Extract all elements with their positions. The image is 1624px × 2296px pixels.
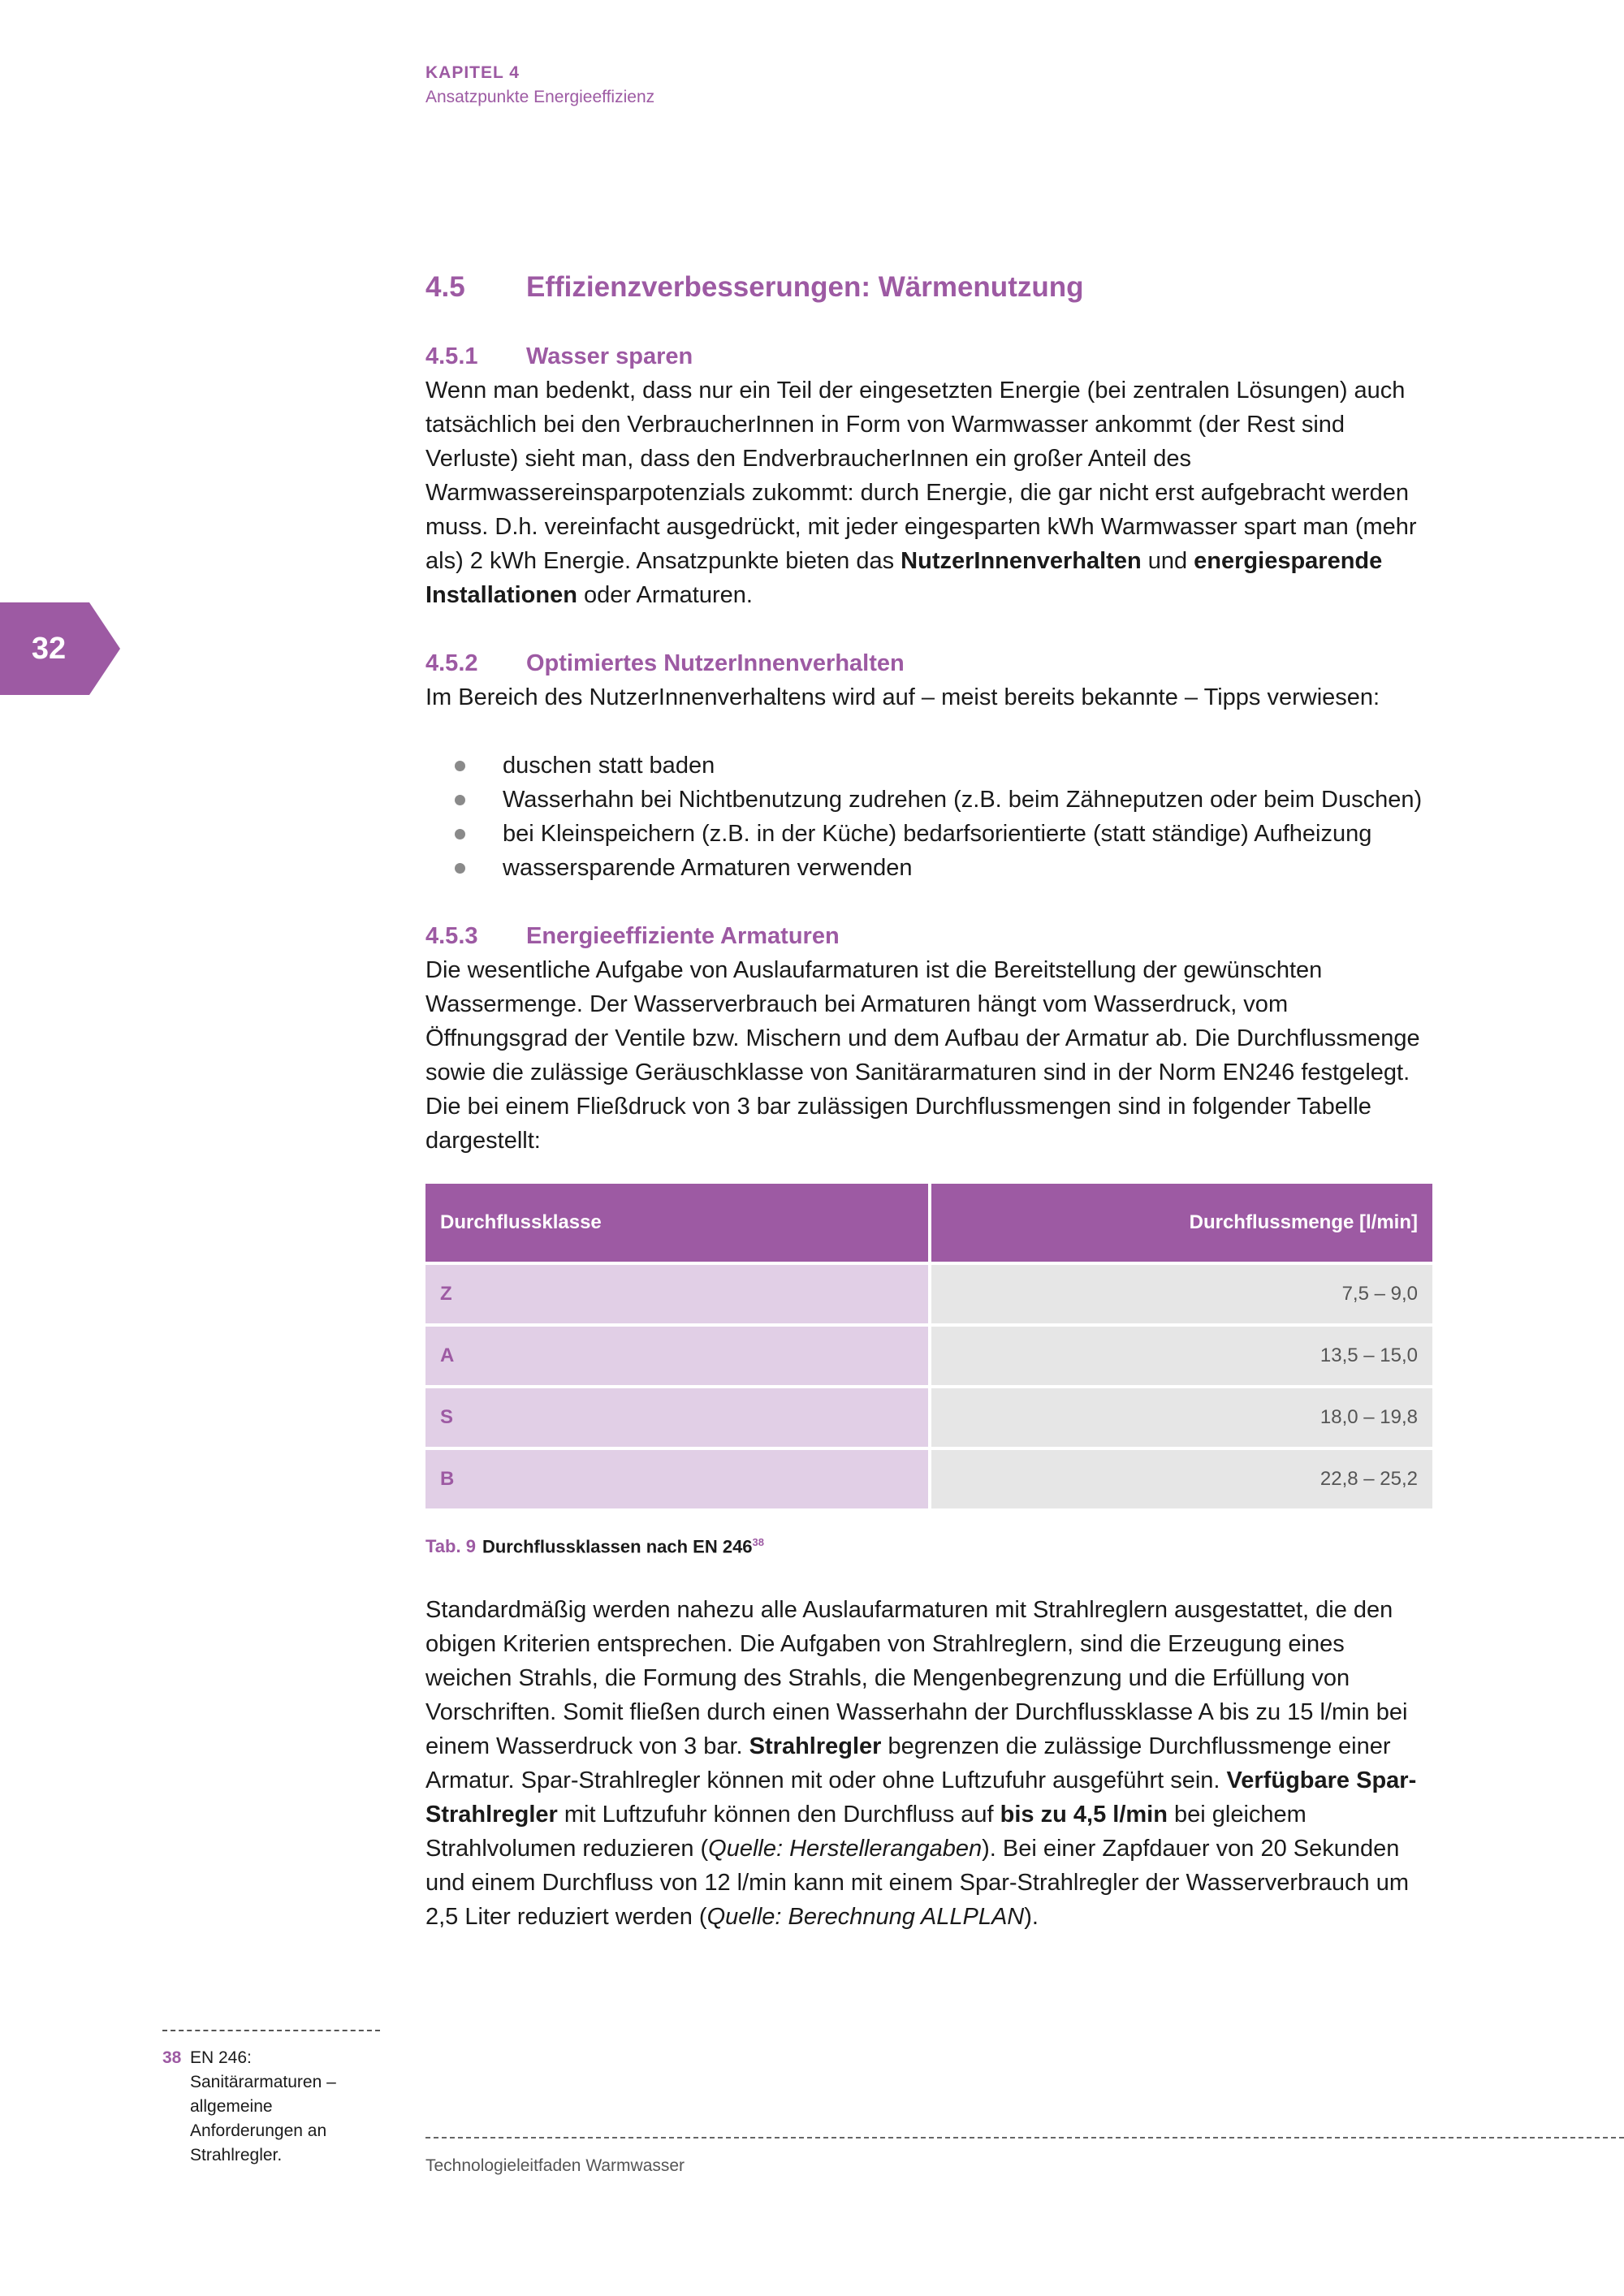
subsection-title: Optimiertes NutzerInnenverhalten (526, 650, 905, 676)
tips-list (425, 749, 1432, 885)
text-run: ). Bei einer Zapfdauer von 20 Sekunden und einem Durchfluss von 12 l/min kann mit einem Spar-Strahlregler der Wasserverbrauch um 2,5 Liter reduziert werden ( (425, 1836, 1409, 1931)
text-run: Wenn man bedenkt, dass nur ein Teil der eingesetzten Energie (bei zentralen Lösungen) auch tatsächlich bei den VerbraucherInnen in Form von Warmwasser ankommt (der Rest sind Verluste) sieht man, dass den EndverbraucherInnen ein großer Anteil des Warmwassereinsparpotenzials zukommt: durch Energie, die gar nicht erst aufgebracht werden muss. D.h. vereinfacht ausgedrückt, mit jeder eingesparten kWh Warmwasser spart man (mehr als) 2 kWh Energie. Ansatzpunkte bieten das (425, 378, 1417, 574)
footer-title: Technologieleitfaden Warmwasser (425, 2156, 685, 2175)
table-header-row (425, 1184, 1432, 1262)
paragraph-jet-regulators (425, 1593, 1432, 1934)
text-run: und (1141, 548, 1194, 574)
italic-source: Quelle: Herstellerangaben (708, 1836, 983, 1862)
table-row (425, 1265, 1432, 1323)
paragraph-fittings: Die wesentliche Aufgabe von Auslaufarmaturen ist die Bereitstellung der gewünschten Wassermenge. Der Wasserverbrauch bei Armaturen hängt vom Wasserdruck, vom Öffnungsgrad der Ventile bzw. Mischern und dem Aufbau der Armatur ab. Die Durchflussmenge sowie die zulässige Geräuschklasse von Sanitärarmaturen sind in der Norm EN246 festgelegt. Die bei einem Fließdruck von 3 bar zulässigen Durchflussmengen sind in folgender Tabelle dargestellt: (425, 957, 1420, 1154)
subsection-title: Wasser sparen (526, 343, 693, 369)
flow-value-cell: 13,5 – 15,0 (931, 1327, 1432, 1385)
text-run: begrenzen die zulässige Durchflussmenge einer Armatur. Spar-Strahlregler können mit oder ohne Luftzufuhr ausgeführt sein. (425, 1733, 1391, 1794)
subsection-title: Energieeffiziente Armaturen (526, 923, 840, 949)
footnote-text: EN 246: Sanitärarmaturen – allgemeine Anforderungen an Strahlregler. (190, 2048, 336, 2164)
table-row (425, 1327, 1432, 1385)
section-number: 4.5 (425, 271, 465, 303)
paragraph-user-behaviour-intro: Im Bereich des NutzerInnenverhaltens wird auf – meist bereits bekannte – Tipps verwiesen: (425, 684, 1380, 710)
subsection-heading-4-5-3 (425, 919, 1432, 953)
subsection-heading-4-5-1 (425, 339, 1432, 373)
bold-text: Verfügbare Spar-Strahlregler (425, 1767, 1417, 1828)
italic-source: Quelle: Berechnung ALLPLAN (706, 1904, 1025, 1931)
chapter-label: KAPITEL 4 (425, 63, 520, 82)
bold-text: bis zu 4,5 l/min (1000, 1802, 1168, 1828)
caption-table-number: Tab. 9 (425, 1536, 476, 1557)
caption-text: Durchflussklassen nach EN 246 (482, 1536, 753, 1557)
column-header-class: Durchflussklasse (425, 1184, 928, 1262)
paragraph-water-saving (425, 373, 1432, 612)
text-run: Standardmäßig werden nahezu alle Auslaufarmaturen mit Strahlreglern ausgestattet, die den obigen Kriterien entsprechen. Die Aufgaben von Strahlreglern, sind die Erzeugung eines weichen Strahls, die Formung des Strahls, die Mengenbegrenzung und die Erfüllung von Vorschriften. Somit fließen durch einen Wasserhahn der Durchflussklasse A bis zu 15 l/min bei einem Wasserdruck von 3 bar. (425, 1597, 1408, 1760)
table-row (425, 1388, 1432, 1447)
bold-text: Strahlregler (749, 1733, 882, 1760)
running-header (425, 63, 654, 107)
list-item: wassersparende Armaturen verwenden (425, 851, 1432, 885)
flow-class-cell: A (425, 1327, 928, 1385)
bold-text: energiesparende Installationen (425, 548, 1383, 608)
chapter-title: Ansatzpunkte Energieeffizienz (425, 88, 655, 106)
flow-class-cell: B (425, 1450, 928, 1508)
list-item: duschen statt baden (425, 749, 1432, 783)
subsection-number: 4.5.2 (425, 650, 478, 676)
flow-class-cell: Z (425, 1265, 928, 1323)
flow-class-table (422, 1180, 1436, 1512)
flow-value-cell: 22,8 – 25,2 (931, 1450, 1432, 1508)
footnote-divider (162, 2030, 380, 2031)
table-caption (425, 1536, 1432, 1557)
flow-class-cell: S (425, 1388, 928, 1447)
table-row (425, 1450, 1432, 1508)
section-title: Effizienzverbesserungen: Wärmenutzung (526, 271, 1084, 303)
footnote-reference[interactable]: 38 (752, 1536, 765, 1548)
list-item: Wasserhahn bei Nichtbenutzung zudrehen (z.B. beim Zähneputzen oder beim Duschen) (425, 783, 1432, 817)
section-heading (425, 271, 1432, 304)
text-run: oder Armaturen. (577, 582, 753, 608)
footnote (162, 2046, 382, 2168)
footnote-number: 38 (162, 2048, 182, 2067)
subsection-number: 4.5.3 (425, 923, 478, 949)
footer-divider (425, 2137, 1624, 2138)
text-run: mit Luftzufuhr können den Durchfluss auf (557, 1802, 1000, 1828)
flow-value-cell: 18,0 – 19,8 (931, 1388, 1432, 1447)
subsection-heading-4-5-2 (425, 646, 1432, 680)
page-number: 32 (31, 632, 67, 666)
text-run: bei gleichem Strahlvolumen reduzieren ( (425, 1802, 1307, 1862)
column-header-flow: Durchflussmenge [l/min] (931, 1184, 1432, 1262)
bold-text: NutzerInnenverhalten (901, 548, 1142, 574)
text-run: ). (1024, 1904, 1039, 1931)
subsection-number: 4.5.1 (425, 343, 478, 369)
main-content (425, 271, 1432, 1934)
page-number-tab (0, 602, 120, 695)
flow-value-cell: 7,5 – 9,0 (931, 1265, 1432, 1323)
list-item: bei Kleinspeichern (z.B. in der Küche) bedarfsorientierte (statt ständige) Aufheizung (425, 817, 1432, 851)
